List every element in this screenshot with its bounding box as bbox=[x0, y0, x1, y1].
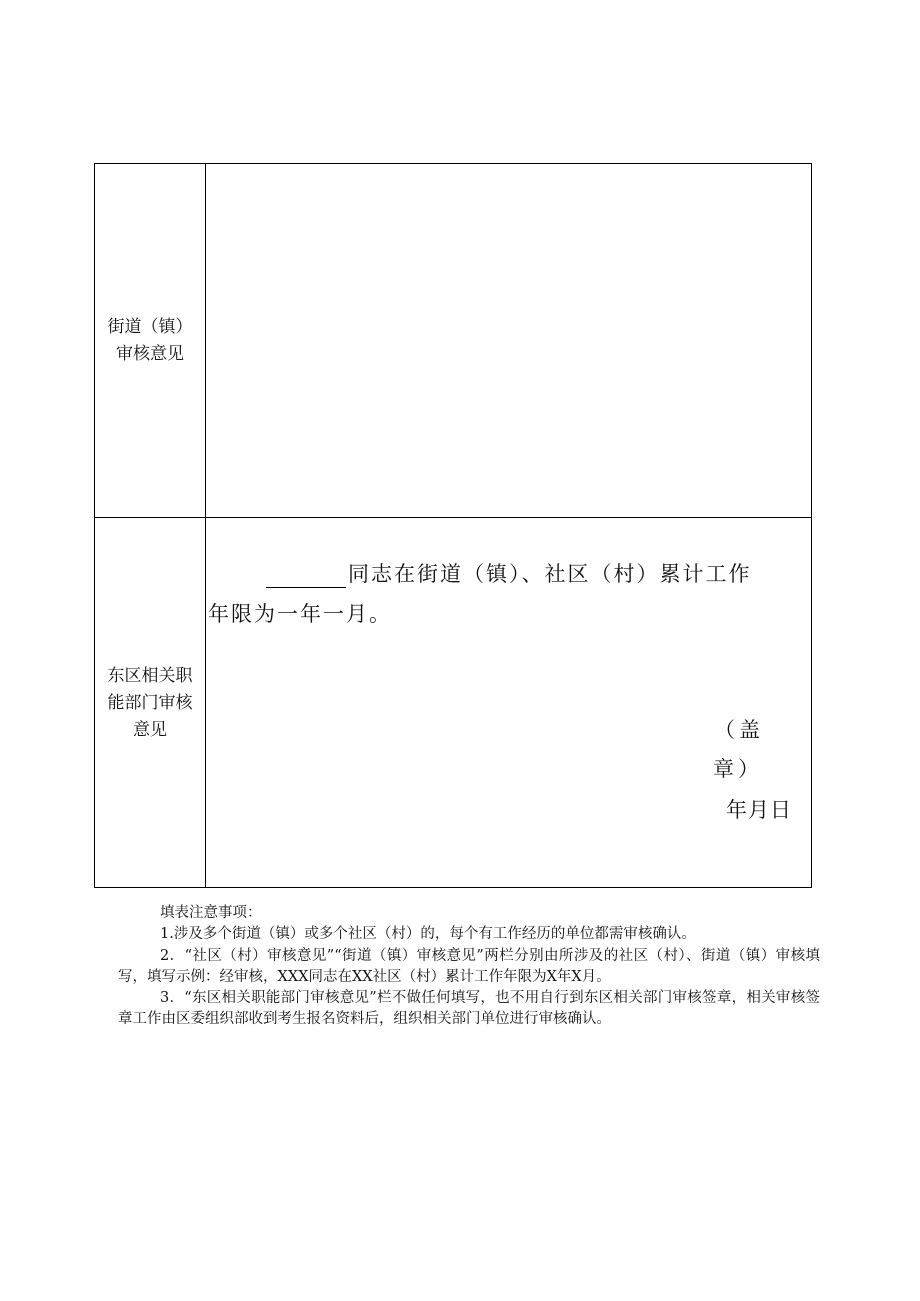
street-review-label-line: 审核意见 bbox=[116, 344, 184, 364]
street-review-content-cell[interactable] bbox=[206, 164, 811, 517]
form-notes bbox=[118, 903, 820, 1031]
dept-review-label-line: 东区相关职 bbox=[107, 666, 193, 686]
name-blank[interactable] bbox=[266, 565, 346, 588]
street-review-label-line: 街道（镇） bbox=[107, 317, 193, 337]
dept-review-content-cell bbox=[206, 518, 811, 887]
dept-review-label-line: 能部门审核 bbox=[107, 693, 193, 713]
dept-review-label-line: 意见 bbox=[133, 720, 167, 740]
note-item: 3．“东区相关职能部门审核意见”栏不做任何填写，也不用自行到东区相关部门审核签章，相关审核签章工作由区委组织部收到考生报名资料后，组织相关部门单位进行审核确认。 bbox=[118, 990, 820, 1028]
work-years-statement-text: 同志在街道（镇）、社区（村）累计工作 bbox=[348, 562, 752, 586]
street-review-label-cell bbox=[95, 164, 206, 517]
dept-review-label-cell bbox=[95, 518, 206, 887]
note-item: 1.涉及多个街道（镇）或多个社区（村）的，每个有工作经历的单位都需审核确认。 bbox=[160, 926, 696, 943]
street-review-row bbox=[95, 164, 811, 518]
work-years-statement-line2: 年限为一年一月。 bbox=[208, 602, 392, 626]
notes-title: 填表注意事项： bbox=[160, 905, 262, 921]
date-label: 年月日 bbox=[726, 798, 792, 822]
dept-review-row bbox=[95, 518, 811, 887]
review-form-table bbox=[94, 163, 812, 888]
seal-label-line1: （盖 bbox=[714, 718, 764, 742]
work-years-statement-line1 bbox=[266, 558, 752, 588]
note-item: 2．“社区（村）审核意见”“街道（镇）审核意见”两栏分别由所涉及的社区（村）、街道（镇）审核填写，填写示例：经审核，XXX同志在XX社区（村）累计工作年限为X年X月。 bbox=[118, 947, 820, 985]
dept-review-label bbox=[95, 663, 205, 744]
seal-label-line2: 章） bbox=[713, 757, 763, 781]
street-review-label bbox=[95, 314, 205, 368]
